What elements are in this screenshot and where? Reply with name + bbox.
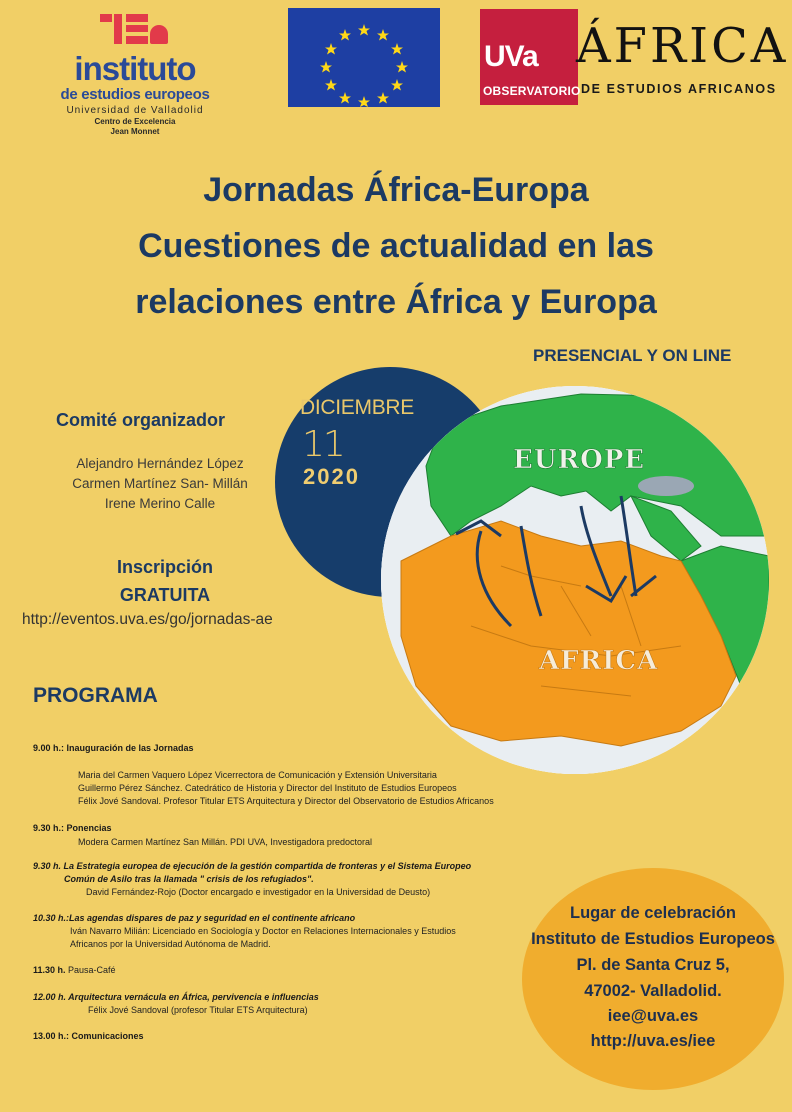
program-item: Modera Carmen Martínez San Millán. PDI UVA, Investigadora predoctoral <box>78 837 372 847</box>
date-year: 2020 <box>303 464 360 489</box>
committee-member: Alejandro Hernández López <box>76 456 244 471</box>
africa-map-label: AFRICA <box>539 646 659 676</box>
venue-name: Instituto de Estudios Europeos <box>531 930 775 948</box>
date-day: 11 <box>302 424 344 465</box>
program-item: Félix Jové Sandoval (profesor Titular ETS Arquitectura) <box>88 1005 308 1015</box>
venue-email[interactable]: iee@uva.es <box>607 1007 699 1025</box>
africa-logo-subtitle: DE ESTUDIOS AFRICANOS <box>581 82 777 96</box>
program-item: 9.30 h. La Estrategia europea de ejecución de la gestión compartida de fronteras y el Sistema Europeo <box>33 861 472 871</box>
venue-web[interactable]: http://uva.es/iee <box>590 1032 716 1050</box>
program-heading: PROGRAMA <box>33 684 158 707</box>
venue-street: Pl. de Santa Cruz 5, <box>576 956 730 974</box>
africa-logo-title: ÁFRICA <box>576 18 789 74</box>
uva-logo-text: UVa <box>484 40 538 73</box>
program-item: Guillermo Pérez Sánchez. Catedrático de Historia y Director del Instituto de Estudios Europeos <box>78 783 457 793</box>
program-item: 13.00 h.: Comunicaciones <box>33 1031 144 1041</box>
modality-label: PRESENCIAL Y ON LINE <box>533 346 732 365</box>
venue-heading: Lugar de celebración <box>570 904 736 922</box>
program-item: Común de Asilo tras la llamada " crisis de los refugiados". <box>64 874 314 884</box>
iee-mark-icon <box>100 10 170 46</box>
date-month: DICIEMBRE <box>300 396 414 419</box>
venue-city: 47002- Valladolid. <box>584 982 722 1000</box>
iee-subtitle: de estudios europeos <box>60 86 210 103</box>
program-item: 11.30 h. Pausa-Café <box>33 965 116 975</box>
iee-logo <box>55 10 215 150</box>
venue-circle <box>522 868 784 1090</box>
registration-link[interactable]: http://eventos.uva.es/go/jornadas-ae <box>22 611 273 628</box>
eu-flag-icon <box>288 8 440 107</box>
program-item: 9.30 h.: Ponencias <box>33 823 112 833</box>
uva-observatorio-text: OBSERVATORIO <box>483 84 581 98</box>
program-item: David Fernández-Rojo (Doctor encargado e investigador en la Universidad de Deusto) <box>86 887 431 897</box>
program-item: Maria del Carmen Vaquero López Vicerrectora de Comunicación y Extensión Universitaria <box>78 770 437 780</box>
program-item: Iván Navarro Milián: Licenciado en Sociología y Doctor en Relaciones Internacionales y Estudios <box>70 926 456 936</box>
program-item: Félix Jové Sandoval. Profesor Titular ETS Arquitectura y Director del Observatorio de Estudios Africanos <box>78 796 494 806</box>
registration-price: GRATUITA <box>119 585 211 605</box>
iee-centre: Centro de Excelencia <box>94 117 176 126</box>
iee-university: Universidad de Valladolid <box>66 105 204 116</box>
committee-member: Carmen Martínez San- Millán <box>72 476 248 491</box>
title-line-3: relaciones entre África y Europa <box>135 283 657 321</box>
title-line-2: Cuestiones de actualidad en las <box>138 227 654 265</box>
committee-member: Irene Merino Calle <box>104 496 216 511</box>
title-line-1: Jornadas África-Europa <box>203 171 589 209</box>
iee-name: instituto <box>74 50 196 87</box>
registration-heading: Inscripción <box>116 557 214 577</box>
committee-heading: Comité organizador <box>56 410 226 430</box>
program-item: 12.00 h. Arquitectura vernácula en África, pervivencia e influencias <box>33 992 319 1002</box>
program-item: Africanos por la Universidad Autónoma de Madrid. <box>70 939 271 949</box>
program-item: 9.00 h.: Inauguración de las Jornadas <box>33 743 194 753</box>
europe-africa-map <box>381 386 769 774</box>
program-item: 10.30 h.:Las agendas dispares de paz y seguridad en el continente africano <box>33 913 356 923</box>
iee-jean-monnet: Jean Monnet <box>110 127 160 136</box>
europe-map-label: EUROPE <box>513 445 646 475</box>
